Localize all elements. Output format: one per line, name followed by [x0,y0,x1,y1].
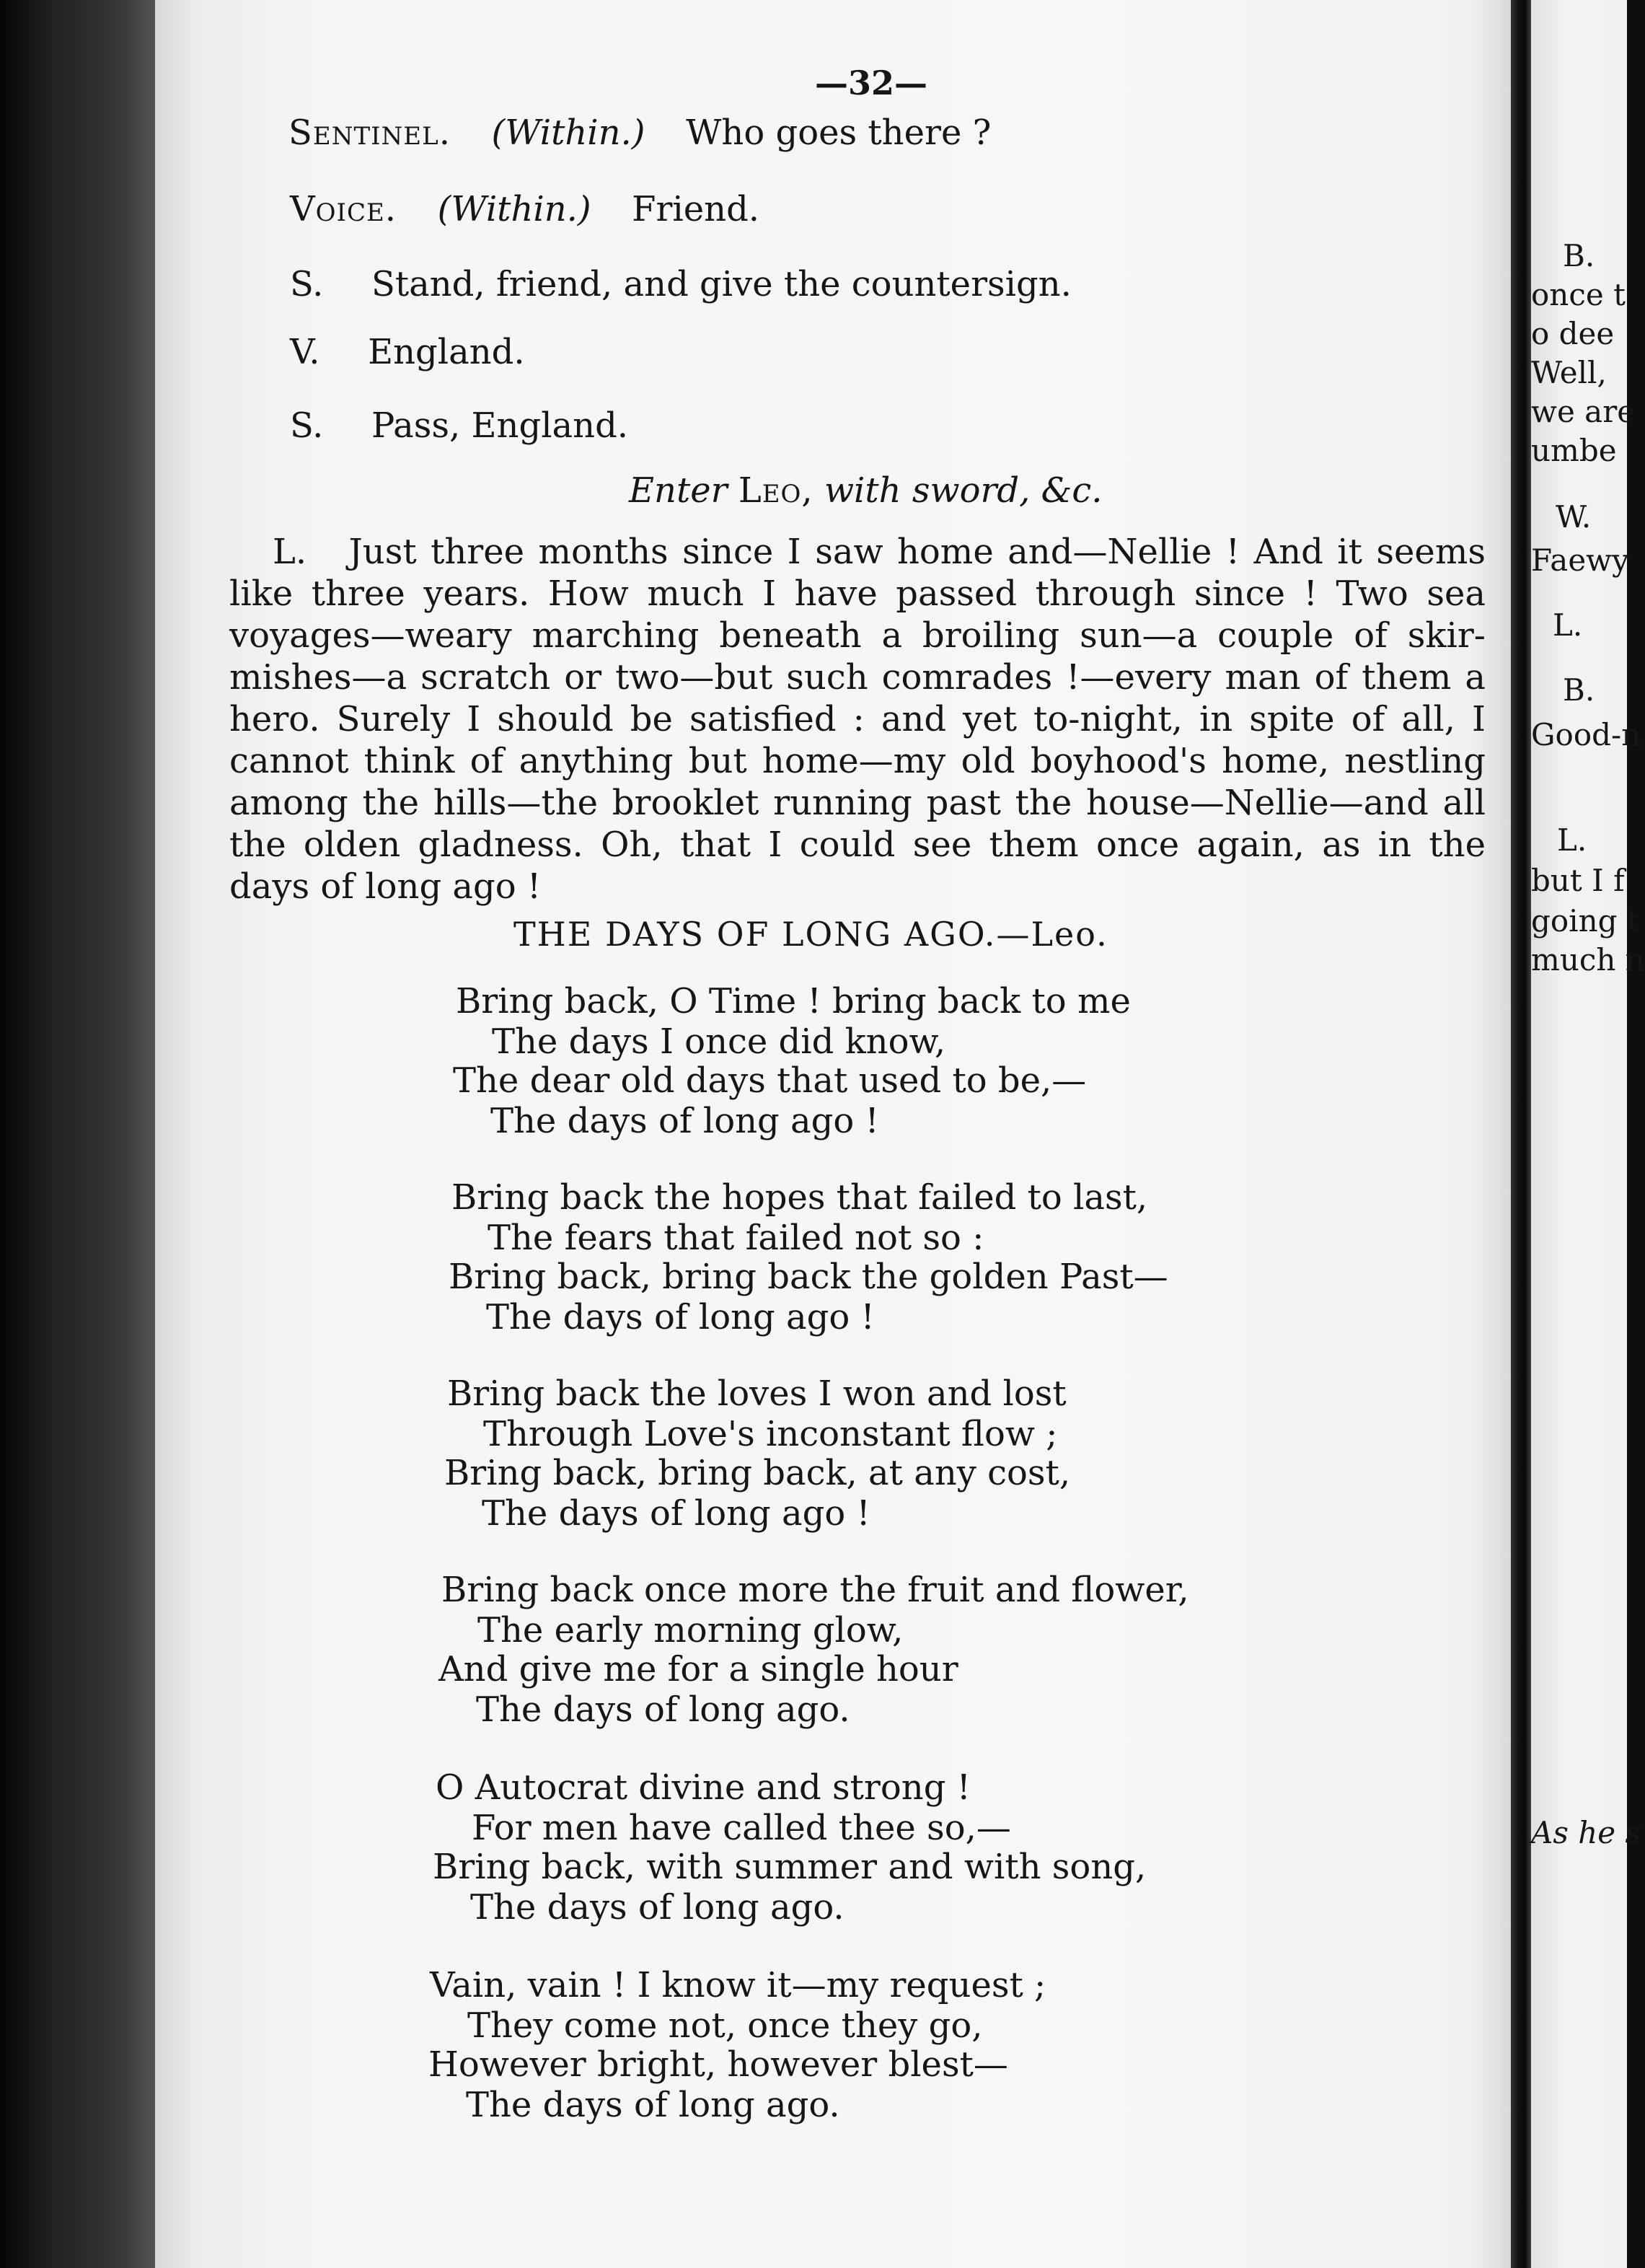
verse-line: Bring back the loves I won and lost [447,1373,1067,1414]
speech-line: cannot think of anything but home—my old boyhood's home, nestling [229,741,1486,781]
enter-direction [629,470,1103,511]
dialogue-line [290,264,1072,304]
facing-fragment: L. [1557,822,1587,858]
verse-line: Vain, vain ! I know it—my request ; [430,1965,1046,2005]
speech-line: L. Just three months since I saw home and—Nellie ! And it seems [273,532,1486,572]
verse-line: Bring back once more the fruit and flower, [441,1570,1189,1610]
verse-line: Through Love's inconstant flow ; [483,1414,1058,1454]
verse-line: The days of long ago. [470,1887,844,1928]
speaker: L. [273,532,307,572]
line-text: Friend. [632,189,760,229]
speech-line: the olden gladness. Oh, that I could see them once again, as in the [229,825,1486,865]
verse-line: The fears that failed not so : [488,1218,984,1258]
stage-direction: (Within.) [437,189,591,229]
verse-line: The days of long ago ! [482,1493,870,1534]
book-edge-left [0,0,155,2268]
speech-line: like three years. How much I have passed through since ! Two sea [229,573,1486,614]
facing-fragment: L. [1553,607,1583,643]
verse-line: The early morning glow, [477,1610,904,1651]
verse-line: Bring back, bring back, at any cost, [444,1453,1071,1493]
enter-word: Enter [629,470,728,511]
verse-line: And give me for a single hour [438,1649,958,1689]
facing-fragment: going t [1531,903,1639,939]
direction-rest: with sword, &c. [824,470,1103,511]
verse-line: Bring back, with summer and with song, [433,1847,1147,1887]
speech-line: days of long ago ! [229,866,542,907]
speech-paragraph [229,531,1486,907]
line-text: Pass, England. [371,405,629,446]
speech-line: mishes—a scratch or two—but such comrades !—every man of them a [229,657,1486,698]
facing-page [1531,0,1645,2268]
speaker: Voice. [290,189,397,229]
facing-fragment: B. [1563,238,1595,273]
verse-line: The days of long ago ! [490,1101,879,1141]
speech-line: among the hills—the brooklet running past the house—Nellie—and all [229,783,1486,823]
facing-fragment: umbe [1531,433,1617,468]
verse-line: The dear old days that used to be,— [453,1060,1087,1101]
verse-line: The days of long ago ! [486,1297,875,1337]
speaker: Sentinel. [288,113,451,153]
book-gutter [1511,0,1531,2268]
speaker: V. [290,332,320,372]
verse-line: They come not, once they go, [467,2005,983,2046]
facing-fragment: W. [1556,499,1592,535]
verse-line: O Autocrat divine and strong ! [436,1767,971,1808]
facing-fragment: B. [1563,672,1595,708]
facing-fragment: o dee [1531,316,1615,351]
character-name: Leo, [738,470,813,511]
speaker: S. [290,264,324,304]
facing-fragment: Well, [1531,355,1607,390]
facing-fragment: much n [1531,942,1645,977]
facing-fragment: Good-n [1531,717,1641,752]
song-title: THE DAYS OF LONG AGO.—Leo. [513,915,1108,954]
verse-line: The days of long ago. [476,1689,850,1730]
speech-line: hero. Surely I should be satisfied : and yet to-night, in spite of all, I [229,699,1486,739]
line-text: England. [368,332,525,372]
facing-fragment: but I f [1531,863,1625,898]
verse-line: Bring back, bring back the golden Past— [449,1257,1168,1297]
facing-fragment: once t [1531,277,1626,312]
verse-line: Bring back, O Time ! bring back to me [456,981,1131,1021]
verse-line: Bring back the hopes that failed to last, [451,1177,1148,1218]
facing-fragment: Faewy [1531,542,1629,578]
dialogue-line [290,332,525,372]
line-text: Who goes there ? [686,113,992,153]
line-text: Stand, friend, and give the countersign. [371,264,1072,304]
verse-line: For men have called thee so,— [472,1808,1011,1848]
speaker: S. [290,405,324,446]
speech-line: voyages—weary marching beneath a broiling sun—a couple of skir- [229,615,1486,656]
dialogue-line [290,405,629,446]
stage-direction: (Within.) [491,113,645,153]
verse-line: The days of long ago. [466,2085,840,2125]
page-number: —32— [815,63,928,102]
facing-fragment: we are [1531,394,1636,429]
verse-line: The days I once did know, [492,1021,946,1062]
facing-fragment: As he s [1531,1815,1641,1850]
dialogue-line [288,113,992,153]
verse-line: However bright, however blest— [428,2044,1008,2085]
dialogue-line [290,189,760,229]
